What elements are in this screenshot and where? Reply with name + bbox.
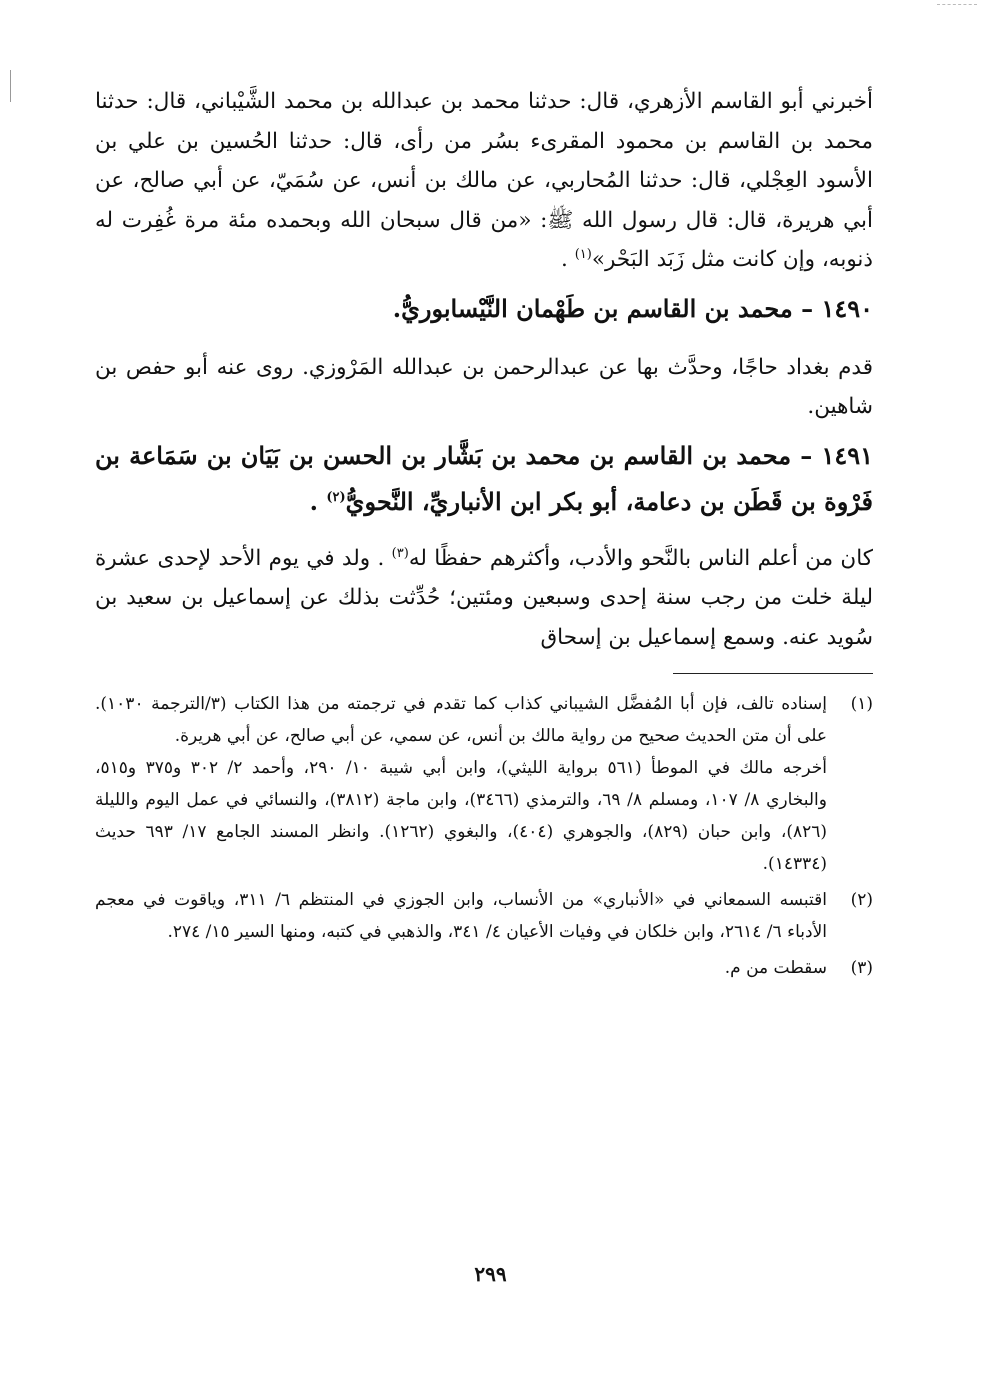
footnote-body — [95, 884, 827, 948]
entry-number: ١٤٩١ – — [800, 440, 874, 470]
footnotes — [95, 688, 873, 984]
scan-edge-mark-left — [10, 70, 11, 102]
footnote-divider — [673, 673, 873, 674]
footnote-text: سقطت من م. — [724, 958, 827, 978]
hadith-paragraph — [95, 82, 873, 280]
footnote-1 — [95, 688, 873, 880]
footnote-ref-1[interactable]: (١) — [574, 246, 592, 262]
entry-title-end: . — [309, 486, 327, 516]
entry-number: ١٤٩٠ – — [801, 293, 873, 323]
footnote-2 — [95, 884, 873, 948]
footnote-text: إسناده تالف، فإن أبا المُفضَّل الشيباني كذاب كما تقدم في ترجمته من هذا الكتاب (٣/الترجمة ١٠٣٠). على أن متن الحديث صحيح من رواية مالك بن أنس، عن سمي، عن أبي صالح، عن أبي هريرة. — [95, 694, 827, 746]
entry-heading-1491 — [95, 433, 873, 525]
footnote-number: (٢) — [850, 890, 873, 910]
page-number: ٢٩٩ — [474, 1262, 507, 1286]
main-text — [95, 82, 873, 988]
footnote-ref-3[interactable]: (٣) — [391, 545, 409, 561]
entry-title: محمد بن القاسم بن طَهْمان النَّيْسابوريُّ. — [392, 293, 802, 323]
biography-text-rest: . ولد في يوم الأحد لإحدى عشرة ليلة خلت من رجب سنة إحدى وسبعين ومئتين؛ حُدِّثت بذلك عن إسماعيل بن سعيد بن سُويد عنه. وسمع إسماعيل بن إسحاق — [95, 545, 873, 650]
entry-1491-paragraph — [95, 539, 873, 658]
entry-title: محمد بن القاسم بن محمد بن بَشَّار بن الحسن بن بَيَان بن سَمَاعة بن فَرْوة بن قَطَن بن دعامة، أبو بكر ابن الأنباريِّ، النَّحويُّ — [95, 440, 873, 516]
scan-edge-mark — [937, 4, 977, 6]
hadith-text: أخبرني أبو القاسم الأزهري، قال: حدثنا محمد بن عبدالله بن محمد الشَّيْباني، قال: حدثنا محمد بن القاسم بن محمود المقرىء بسُر من رأى، قال: حدثنا الحُسين بن علي بن الأسود العِجْلي، قال: حدثنا المُحاربي، عن مالك بن أنس، عن سُمَيّ، عن أبي صالح، عن أبي هريرة، قال: قال رسول الله ﷺ: «من قال سبحان الله وبحمده مئة مرة غُفِرت له ذنوبه، وإن كانت مثل زَبَد البَحْر» — [95, 89, 873, 272]
footnote-text: اقتبسه السمعاني في «الأنباري» من الأنساب، وابن الجوزي في المنتظم ٦/ ٣١١، وياقوت في معجم الأدباء ٦/ ٢٦١٤، وابن خلكان في وفيات الأعيان ٤/ ٣٤١، والذهبي في كتبه، ومنها السير ١٥/ ٢٧٤. — [95, 890, 828, 942]
footnote-body — [95, 952, 827, 984]
footnote-number: (١) — [850, 694, 873, 714]
footnote-body — [95, 688, 827, 880]
entry-heading-1490 — [95, 286, 873, 332]
footnote-ref-2[interactable]: (٢) — [326, 489, 346, 505]
footnote-text-sources: أخرجه مالك في الموطأ (٥٦١ برواية الليثي)، وابن أبي شيبة ١٠/ ٢٩٠، وأحمد ٢/ ٣٠٢ و٣٧٥ و٥١٥، والبخاري ٨/ ١٠٧، ومسلم ٨/ ٦٩، والترمذي (٣٤٦٦)، وابن ماجة (٣٨١٢)، والنسائي في عمل اليوم والليلة (٨٢٦)، وابن حبان (٨٢٩)، والجوهري (٤٠٤)، والبغوي (١٢٦٢). وانظر المسند الجامع ١٧/ ٦٩٣ حديث (١٤٣٣٤). — [95, 758, 828, 874]
hadith-end: . — [561, 247, 575, 272]
footnote-number: (٣) — [850, 958, 873, 978]
biography-text-start: كان من أعلم الناس بالنَّحو والأدب، وأكثرهم حفظًا له — [408, 545, 873, 571]
footnote-3 — [95, 952, 873, 984]
entry-1490-paragraph: قدم بغداد حاجًا، وحدَّث بها عن عبدالرحمن بن عبدالله المَرْوزي. روى عنه أبو حفص بن شاهين. — [95, 354, 873, 419]
